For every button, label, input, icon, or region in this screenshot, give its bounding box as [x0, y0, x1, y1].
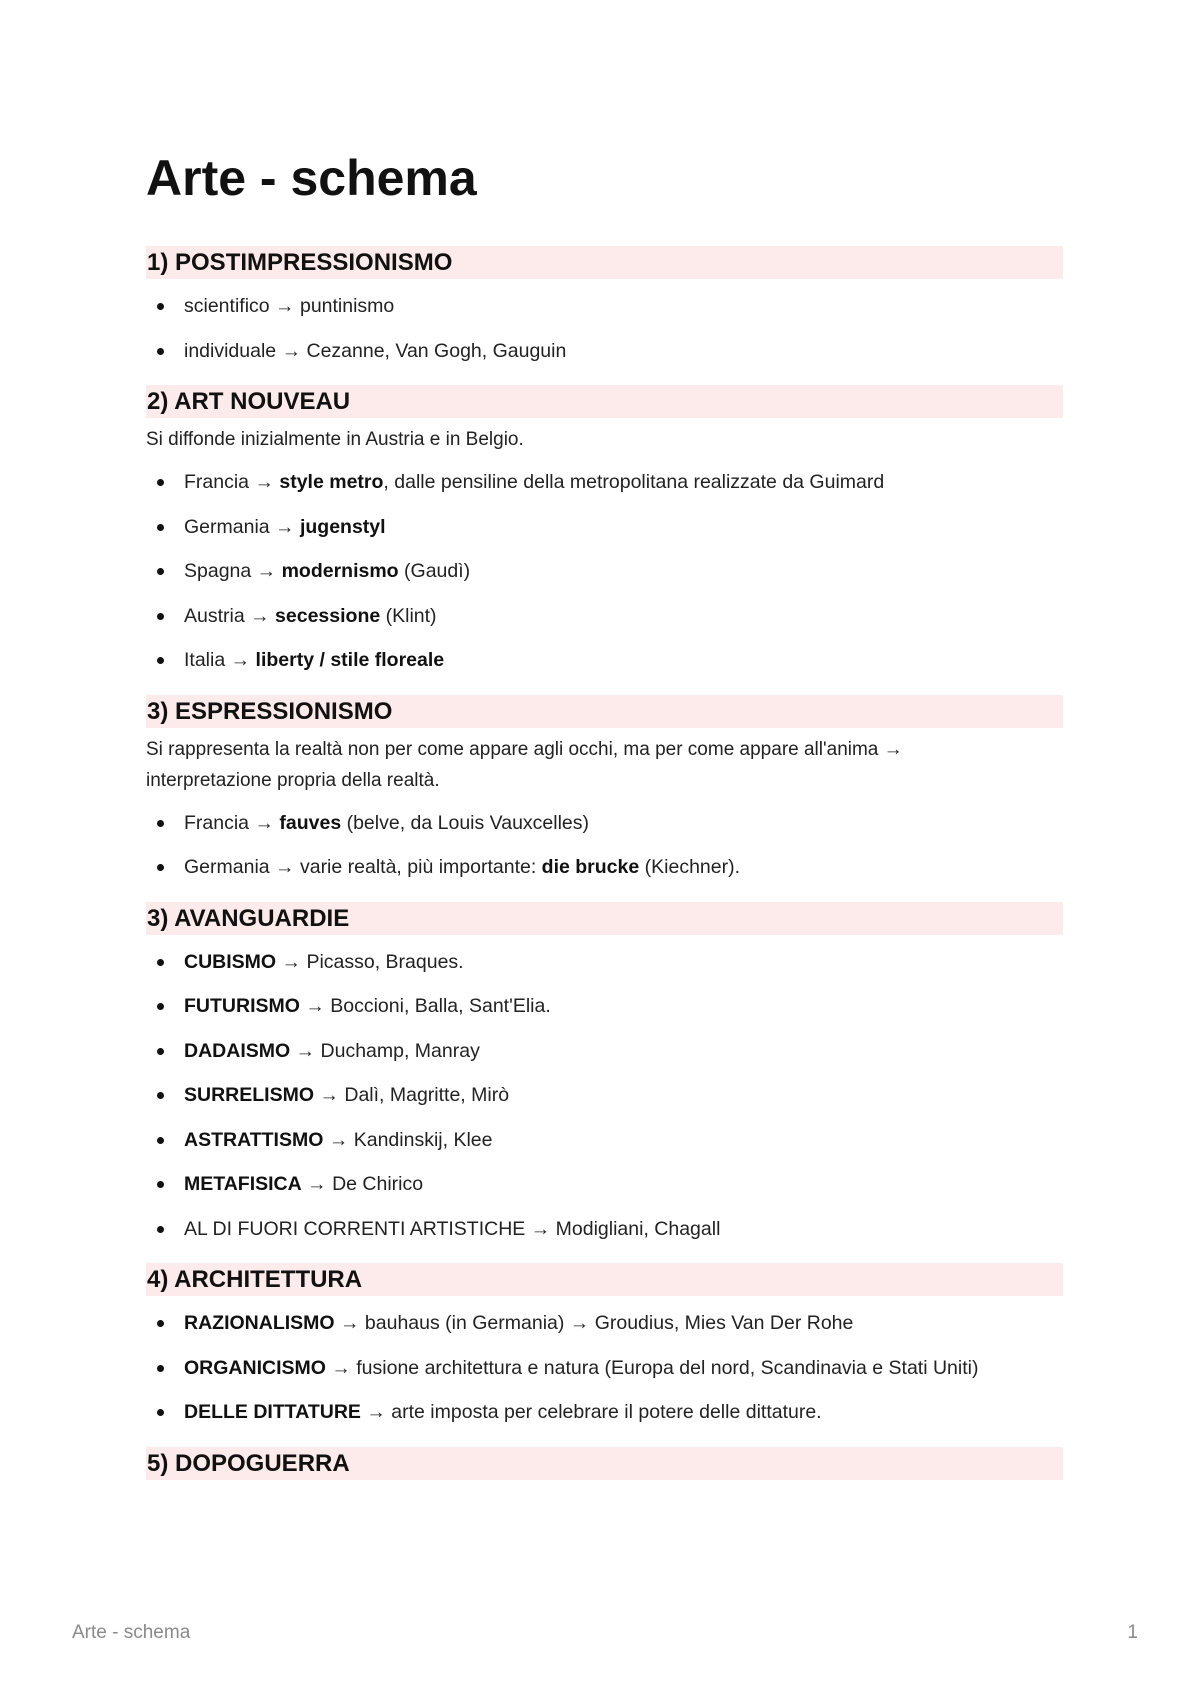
item-list	[146, 1301, 1063, 1435]
bullet-icon	[157, 479, 164, 486]
list-item: individuale → Cezanne, Van Gogh, Gauguin	[146, 329, 1063, 374]
bullet-icon	[157, 820, 164, 827]
page-content	[146, 148, 1063, 1480]
list-item: SURRELISMO → Dalì, Magritte, Mirò	[146, 1073, 1063, 1118]
page-title: Arte - schema	[146, 150, 477, 206]
list-item: ASTRATTISMO → Kandinskij, Klee	[146, 1118, 1063, 1163]
list-item: METAFISICA → De Chirico	[146, 1162, 1063, 1207]
item-list	[146, 801, 1063, 890]
list-item: AL DI FUORI CORRENTI ARTISTICHE → Modigliani, Chagall	[146, 1207, 1063, 1252]
item-list	[146, 284, 1063, 373]
list-item: DELLE DITTATURE → arte imposta per celebrare il potere delle dittature.	[146, 1390, 1063, 1435]
list-item: scientifico → puntinismo	[146, 284, 1063, 329]
section-postimpressionismo	[146, 246, 1063, 373]
item-list	[146, 460, 1063, 683]
list-item: Francia → style metro, dalle pensiline della metropolitana realizzate da Guimard	[146, 460, 1063, 505]
section-heading: 4) ARCHITETTURA	[146, 1263, 1063, 1296]
list-item: Germania → varie realtà, più importante: die brucke (Kiechner).	[146, 845, 1063, 890]
bullet-icon	[157, 1320, 164, 1327]
section-dopoguerra	[146, 1447, 1063, 1480]
list-item: RAZIONALISMO → bauhaus (in Germania) → Groudius, Mies Van Der Rohe	[146, 1301, 1063, 1346]
item-list	[146, 940, 1063, 1252]
bullet-icon	[157, 613, 164, 620]
list-item: CUBISMO → Picasso, Braques.	[146, 940, 1063, 985]
section-intro: Si rappresenta la realtà non per come appare agli occhi, ma per come appare all'anima → interpretazione propria della realtà.	[146, 738, 903, 791]
bullet-icon	[157, 1365, 164, 1372]
list-item: Germania → jugenstyl	[146, 505, 1063, 550]
list-item: ORGANICISMO → fusione architettura e natura (Europa del nord, Scandinavia e Stati Uniti)	[146, 1346, 1063, 1391]
bullet-icon	[157, 303, 164, 310]
section-heading: 3) ESPRESSIONISMO	[146, 695, 1063, 728]
bullet-icon	[157, 524, 164, 531]
page-number: 1	[1127, 1622, 1138, 1643]
list-item: Austria → secessione (Klint)	[146, 594, 1063, 639]
bullet-icon	[157, 348, 164, 355]
section-heading: 1) POSTIMPRESSIONISMO	[146, 246, 1063, 279]
section-espressionismo	[146, 695, 1063, 890]
section-heading: 3) AVANGUARDIE	[146, 902, 1063, 935]
list-item: Spagna → modernismo (Gaudì)	[146, 549, 1063, 594]
list-item: FUTURISMO → Boccioni, Balla, Sant'Elia.	[146, 984, 1063, 1029]
bullet-icon	[157, 1181, 164, 1188]
section-art-nouveau	[146, 385, 1063, 683]
bullet-icon	[157, 1409, 164, 1416]
bullet-icon	[157, 568, 164, 575]
bullet-icon	[157, 657, 164, 664]
section-intro: Si diffonde inizialmente in Austria e in Belgio.	[146, 429, 524, 450]
list-item: DADAISMO → Duchamp, Manray	[146, 1029, 1063, 1074]
bullet-icon	[157, 1003, 164, 1010]
bullet-icon	[157, 1048, 164, 1055]
bullet-icon	[157, 1226, 164, 1233]
footer-title: Arte - schema	[72, 1622, 191, 1643]
bullet-icon	[157, 1092, 164, 1099]
section-heading: 5) DOPOGUERRA	[146, 1447, 1063, 1480]
list-item: Francia → fauves (belve, da Louis Vauxcelles)	[146, 801, 1063, 846]
list-item: Italia → liberty / stile floreale	[146, 638, 1063, 683]
bullet-icon	[157, 959, 164, 966]
section-avanguardie	[146, 902, 1063, 1252]
bullet-icon	[157, 1137, 164, 1144]
bullet-icon	[157, 864, 164, 871]
section-architettura	[146, 1263, 1063, 1435]
section-heading: 2) ART NOUVEAU	[146, 385, 1063, 418]
